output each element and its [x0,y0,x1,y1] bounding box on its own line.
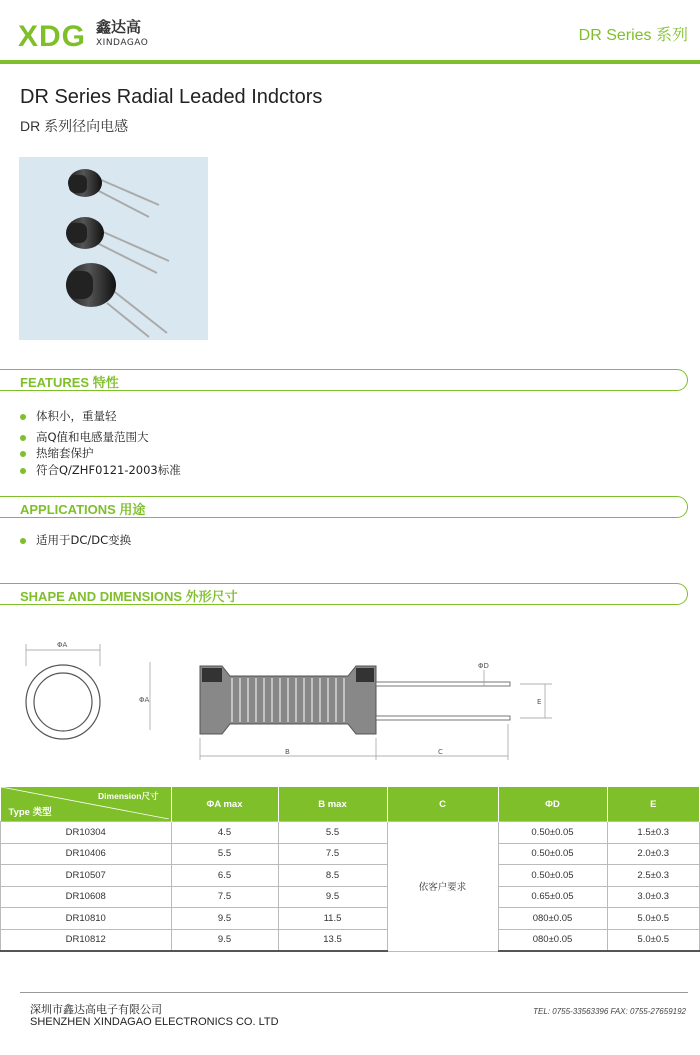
b-cell: 11.5 [278,908,387,930]
label-c: C [438,748,443,756]
brand-logo: XDG [18,20,87,53]
corner-type-label: Type 类型 [8,807,52,818]
table-row [1,843,700,865]
e-cell: 2.0±0.3 [607,843,700,865]
bullet-icon [20,414,26,420]
shape-heading: SHAPE AND DIMENSIONS 外形尺寸 [20,589,238,604]
e-cell: 5.0±0.5 [607,908,700,930]
label-phi-d: ΦD [478,662,489,670]
dimension-drawing [0,630,700,780]
table-row [1,822,700,844]
bullet-icon [20,468,26,474]
corner-dimension-label: Dimension尺寸 [98,791,159,801]
b-cell: 8.5 [278,865,387,887]
features-heading: FEATURES 特性 [20,375,119,390]
label-phi-a-end: ΦA [57,641,68,649]
feature-item: 体积小，重量轻 [20,408,117,424]
e-cell: 5.0±0.5 [607,929,700,951]
column-header: ΦA max [171,787,278,822]
table-corner-cell [1,787,172,822]
dimension-table [0,787,700,952]
phi-a-cell: 4.5 [171,822,278,844]
series-label: DR Series 系列 [578,27,688,44]
phi-a-cell: 6.5 [171,865,278,887]
type-cell: DR10507 [1,865,172,887]
phi-d-cell: 080±0.05 [498,908,607,930]
column-header: ΦD [498,787,607,822]
footer-divider [20,992,688,993]
applications-section-header [0,496,700,520]
inductor-illustration [19,157,208,340]
c-cell: 依客户要求 [387,822,498,952]
b-cell: 13.5 [278,929,387,951]
b-cell: 9.5 [278,886,387,908]
column-header: E [607,787,700,822]
footer-contact: TEL: 0755-33563396 FAX: 0755-27659192 [533,1007,686,1016]
company-name-cn: 鑫达高 [96,18,142,36]
phi-a-cell: 9.5 [171,908,278,930]
phi-d-cell: 080±0.05 [498,929,607,951]
phi-d-cell: 0.50±0.05 [498,865,607,887]
type-cell: DR10608 [1,886,172,908]
feature-item: 热缩套保护 [20,445,94,461]
shape-section-header [0,583,700,607]
page-title: DR Series Radial Leaded Indctors [20,86,323,108]
column-header: C [387,787,498,822]
e-cell: 1.5±0.3 [607,822,700,844]
page-subtitle: DR 系列径向电感 [20,118,129,134]
type-cell: DR10304 [1,822,172,844]
column-header: B max [278,787,387,822]
type-cell: DR10406 [1,843,172,865]
e-cell: 2.5±0.3 [607,865,700,887]
phi-d-cell: 0.50±0.05 [498,822,607,844]
phi-a-cell: 9.5 [171,929,278,951]
phi-a-cell: 5.5 [171,843,278,865]
table-row [1,886,700,908]
phi-d-cell: 0.65±0.05 [498,886,607,908]
phi-d-cell: 0.50±0.05 [498,843,607,865]
bullet-icon [20,538,26,544]
company-name-en: XINDAGAO [96,38,149,48]
table-header-row [1,787,700,822]
features-section-header [0,369,700,393]
label-e: E [537,698,542,706]
header-divider [0,60,700,64]
table-row [1,865,700,887]
b-cell: 7.5 [278,843,387,865]
bullet-icon [20,451,26,457]
applications-heading: APPLICATIONS 用途 [20,502,146,517]
table-row [1,908,700,930]
application-item: 适用于DC/DC变换 [20,532,131,548]
type-cell: DR10810 [1,908,172,930]
footer-company-en: SHENZHEN XINDAGAO ELECTRONICS CO. LTD [30,1016,279,1028]
product-photo [19,157,208,340]
phi-a-cell: 7.5 [171,886,278,908]
type-cell: DR10812 [1,929,172,951]
bullet-icon [20,435,26,441]
footer-company-cn: 深圳市鑫达高电子有限公司 [30,1003,162,1016]
b-cell: 5.5 [278,822,387,844]
feature-item: 符合Q/ZHF0121-2003标准 [20,462,181,478]
e-cell: 3.0±0.3 [607,886,700,908]
label-phi-a-side: ΦA [139,696,150,704]
feature-item: 高Q值和电感量范围大 [20,429,149,445]
label-b: B [285,748,290,756]
table-row [1,929,700,951]
